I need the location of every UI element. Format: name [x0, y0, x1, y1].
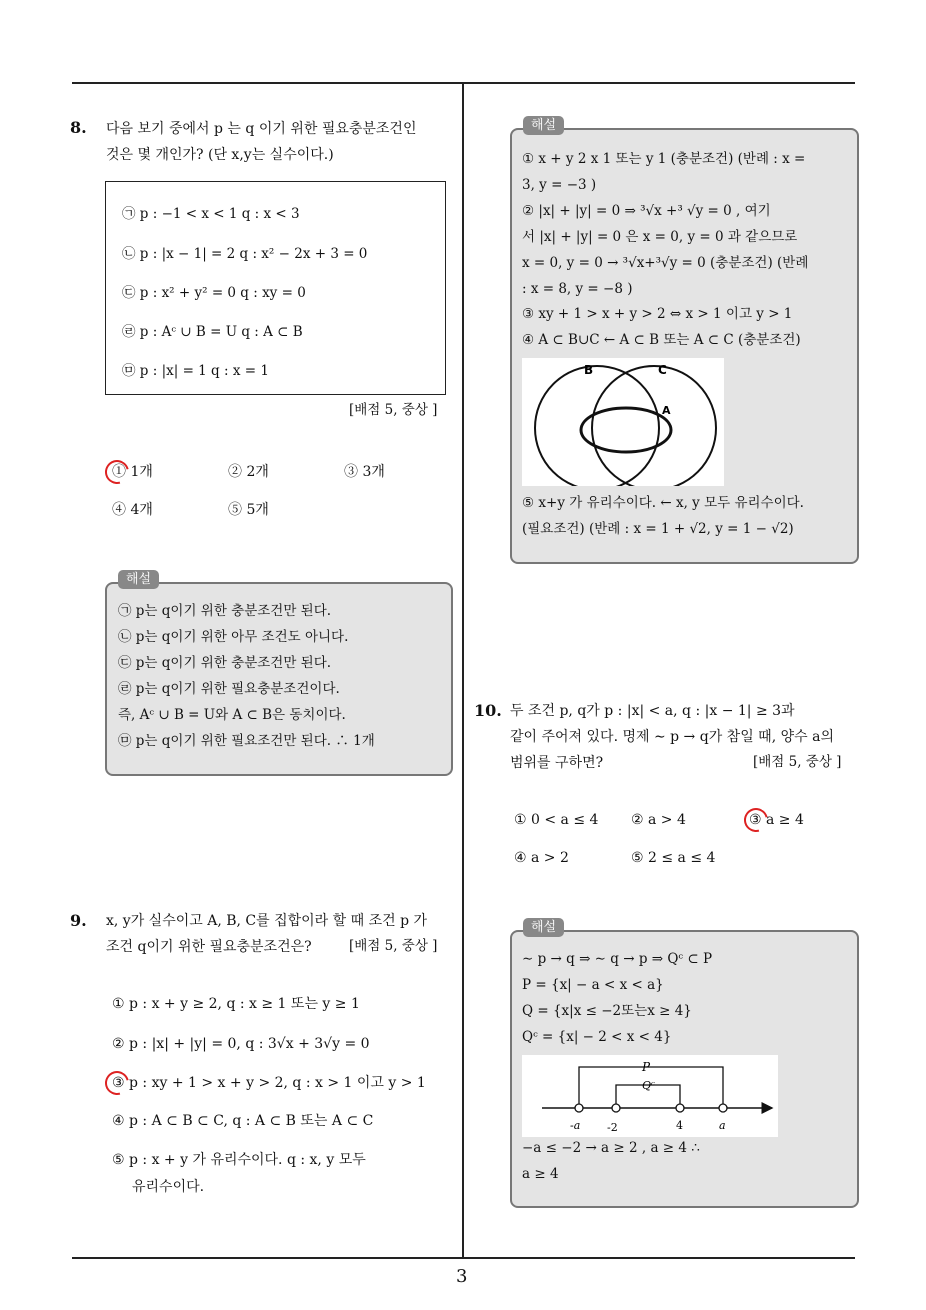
q10-sol-line-4: Qᶜ = {x| − 2 < x < 4} [522, 1029, 672, 1045]
label-neg-a: -a [570, 1119, 581, 1132]
q9-stem-line1: x, y가 실수이고 A, B, C를 집합이라 할 때 조건 p 가 [106, 913, 428, 929]
q10-option-2[interactable]: ② a > 4 [631, 812, 686, 828]
venn-circle-c [592, 366, 716, 486]
q9-sol-line-5: x = 0, y = 0 → ³√x+³√y = 0 (충분조건) (반례 [522, 255, 809, 271]
q10-sol-line-6: a ≥ 4 [522, 1166, 559, 1182]
q8-points: [배점 5, 중상 ] [349, 402, 438, 418]
venn-label-c: C [658, 363, 667, 377]
q9-sol-line-8: ④ A ⊂ B∪C ← A ⊂ B 또는 A ⊂ C (충분조건) [522, 332, 801, 348]
q8-solution-tag: 해설 [118, 570, 159, 589]
q10-stem-line1: 두 조건 p, q가 p : |x| < a, q : |x − 1| ≥ 3과 [510, 703, 795, 719]
q8-item-4: ㉣ p : Aᶜ ∪ B = U q : A ⊂ B [122, 324, 303, 340]
q8-sol-line-4: ㉣ p는 q이기 위한 필요충분조건이다. [118, 681, 340, 697]
q8-option-4[interactable]: ④ 4개 [112, 502, 153, 518]
q9-sol-line-9: ⑤ x+y 가 유리수이다. ← x, y 모두 유리수이다. [522, 495, 804, 511]
venn-diagram [522, 358, 724, 486]
q10-number: 10. [474, 701, 502, 720]
q9-sol-line-3: ② |x| + |y| = 0 ⇒ ³√x +³ √y = 0 , 여기 [522, 203, 771, 219]
q8-sol-line-3: ㉢ p는 q이기 위한 충분조건만 된다. [118, 655, 332, 671]
q9-option-2[interactable]: ② p : |x| + |y| = 0, q : 3√x + 3√y = 0 [112, 1036, 370, 1052]
q9-sol-line-10: (필요조건) (반례 : x = 1 + √2, y = 1 − √2) [522, 521, 794, 537]
q10-option-3[interactable]: ③ a ≥ 4 [749, 812, 804, 828]
q10-sol-line-3: Q = {x|x ≤ −2또는x ≥ 4} [522, 1003, 692, 1019]
q8-item-2: ㉡ p : |x − 1| = 2 q : x² − 2x + 3 = 0 [122, 246, 368, 262]
q9-sol-line-4: 서 |x| + |y| = 0 은 x = 0, y = 0 과 같으므로 [522, 229, 798, 245]
q9-option-4[interactable]: ④ p : A ⊂ B ⊂ C, q : A ⊂ B 또는 A ⊂ C [112, 1113, 374, 1129]
q9-sol-line-2: 3, y = −3 ) [522, 177, 597, 193]
q9-option-5-cont: 유리수이다. [132, 1179, 205, 1195]
q10-sol-line-1: ∼ p → q ⇒ ∼ q → p ⇒ Qᶜ ⊂ P [522, 951, 713, 967]
q8-item-5: ㉤ p : |x| = 1 q : x = 1 [122, 363, 269, 379]
label-a: a [719, 1119, 726, 1132]
label-qc: Qᶜ [642, 1079, 655, 1092]
page-number: 3 [456, 1266, 468, 1287]
point-neg-2 [612, 1104, 620, 1112]
q9-number: 9. [70, 911, 87, 930]
venn-ellipse-a [581, 408, 671, 452]
q10-option-5[interactable]: ⑤ 2 ≤ a ≤ 4 [631, 850, 716, 866]
q9-sol-line-7: ③ xy + 1 > x + y > 2 ⇔ x > 1 이고 y > 1 [522, 306, 793, 322]
q8-option-2[interactable]: ② 2개 [228, 464, 269, 480]
q10-sol-line-2: P = {x| − a < x < a} [522, 977, 664, 993]
q9-points: [배점 5, 중상 ] [349, 938, 438, 954]
q9-option-5[interactable]: ⑤ p : x + y 가 유리수이다. q : x, y 모두 [112, 1152, 366, 1168]
label-4: 4 [676, 1119, 683, 1132]
q8-stem-line1: 다음 보기 중에서 p 는 q 이기 위한 필요충분조건인 [106, 121, 417, 137]
point-a [719, 1104, 727, 1112]
label-p: P [642, 1060, 651, 1074]
q10-option-4[interactable]: ④ a > 2 [514, 850, 569, 866]
q8-item-1: ㉠ p : −1 < x < 1 q : x < 3 [122, 206, 300, 222]
q10-solution-tag: 해설 [523, 918, 564, 937]
label-neg-2: -2 [607, 1121, 618, 1134]
q8-sol-line-5: 즉, Aᶜ ∪ B = U와 A ⊂ B은 동치이다. [118, 707, 346, 723]
venn-circle-b [535, 366, 659, 486]
q9-sol-line-1: ① x + y 2 x 1 또는 y 1 (충분조건) (반례 : x = [522, 151, 806, 167]
q10-points: [배점 5, 중상 ] [753, 754, 842, 770]
q8-number: 8. [70, 118, 87, 137]
q10-sol-line-5: −a ≤ −2 → a ≥ 2 , a ≥ 4 ∴ [522, 1140, 700, 1156]
q8-stem-line2: 것은 몇 개인가? (단 x,y는 실수이다.) [106, 147, 334, 163]
q9-stem-line2: 조건 q이기 위한 필요충분조건은? [106, 939, 312, 955]
q10-stem-line3: 범위를 구하면? [510, 755, 604, 771]
q10-stem-line2: 같이 주어져 있다. 명제 ∼ p → q가 참일 때, 양수 a의 [510, 729, 834, 745]
q8-sol-line-2: ㉡ p는 q이기 위한 아무 조건도 아니다. [118, 629, 349, 645]
q8-item-3: ㉢ p : x² + y² = 0 q : xy = 0 [122, 285, 306, 301]
column-divider [462, 83, 464, 1258]
q9-option-1[interactable]: ① p : x + y ≥ 2, q : x ≥ 1 또는 y ≥ 1 [112, 996, 360, 1012]
q8-option-1[interactable]: ① 1개 [112, 464, 153, 480]
q8-sol-line-6: ㉤ p는 q이기 위한 필요조건만 된다. ∴ 1개 [118, 733, 375, 749]
number-line-diagram [522, 1055, 778, 1137]
venn-label-b: B [584, 363, 594, 377]
q8-sol-line-1: ㉠ p는 q이기 위한 충분조건만 된다. [118, 603, 332, 619]
q10-option-1[interactable]: ① 0 < a ≤ 4 [514, 812, 599, 828]
q8-option-5[interactable]: ⑤ 5개 [228, 502, 269, 518]
q8-option-3[interactable]: ③ 3개 [344, 464, 385, 480]
q9-sol-line-6: : x = 8, y = −8 ) [522, 281, 633, 297]
top-rule [72, 82, 855, 84]
point-neg-a [575, 1104, 583, 1112]
point-4 [676, 1104, 684, 1112]
venn-label-a: A [662, 404, 671, 417]
bottom-rule [72, 1257, 855, 1259]
q9-option-3[interactable]: ③ p : xy + 1 > x + y > 2, q : x > 1 이고 y > 1 [112, 1075, 426, 1091]
q9-solution-tag: 해설 [523, 116, 564, 135]
